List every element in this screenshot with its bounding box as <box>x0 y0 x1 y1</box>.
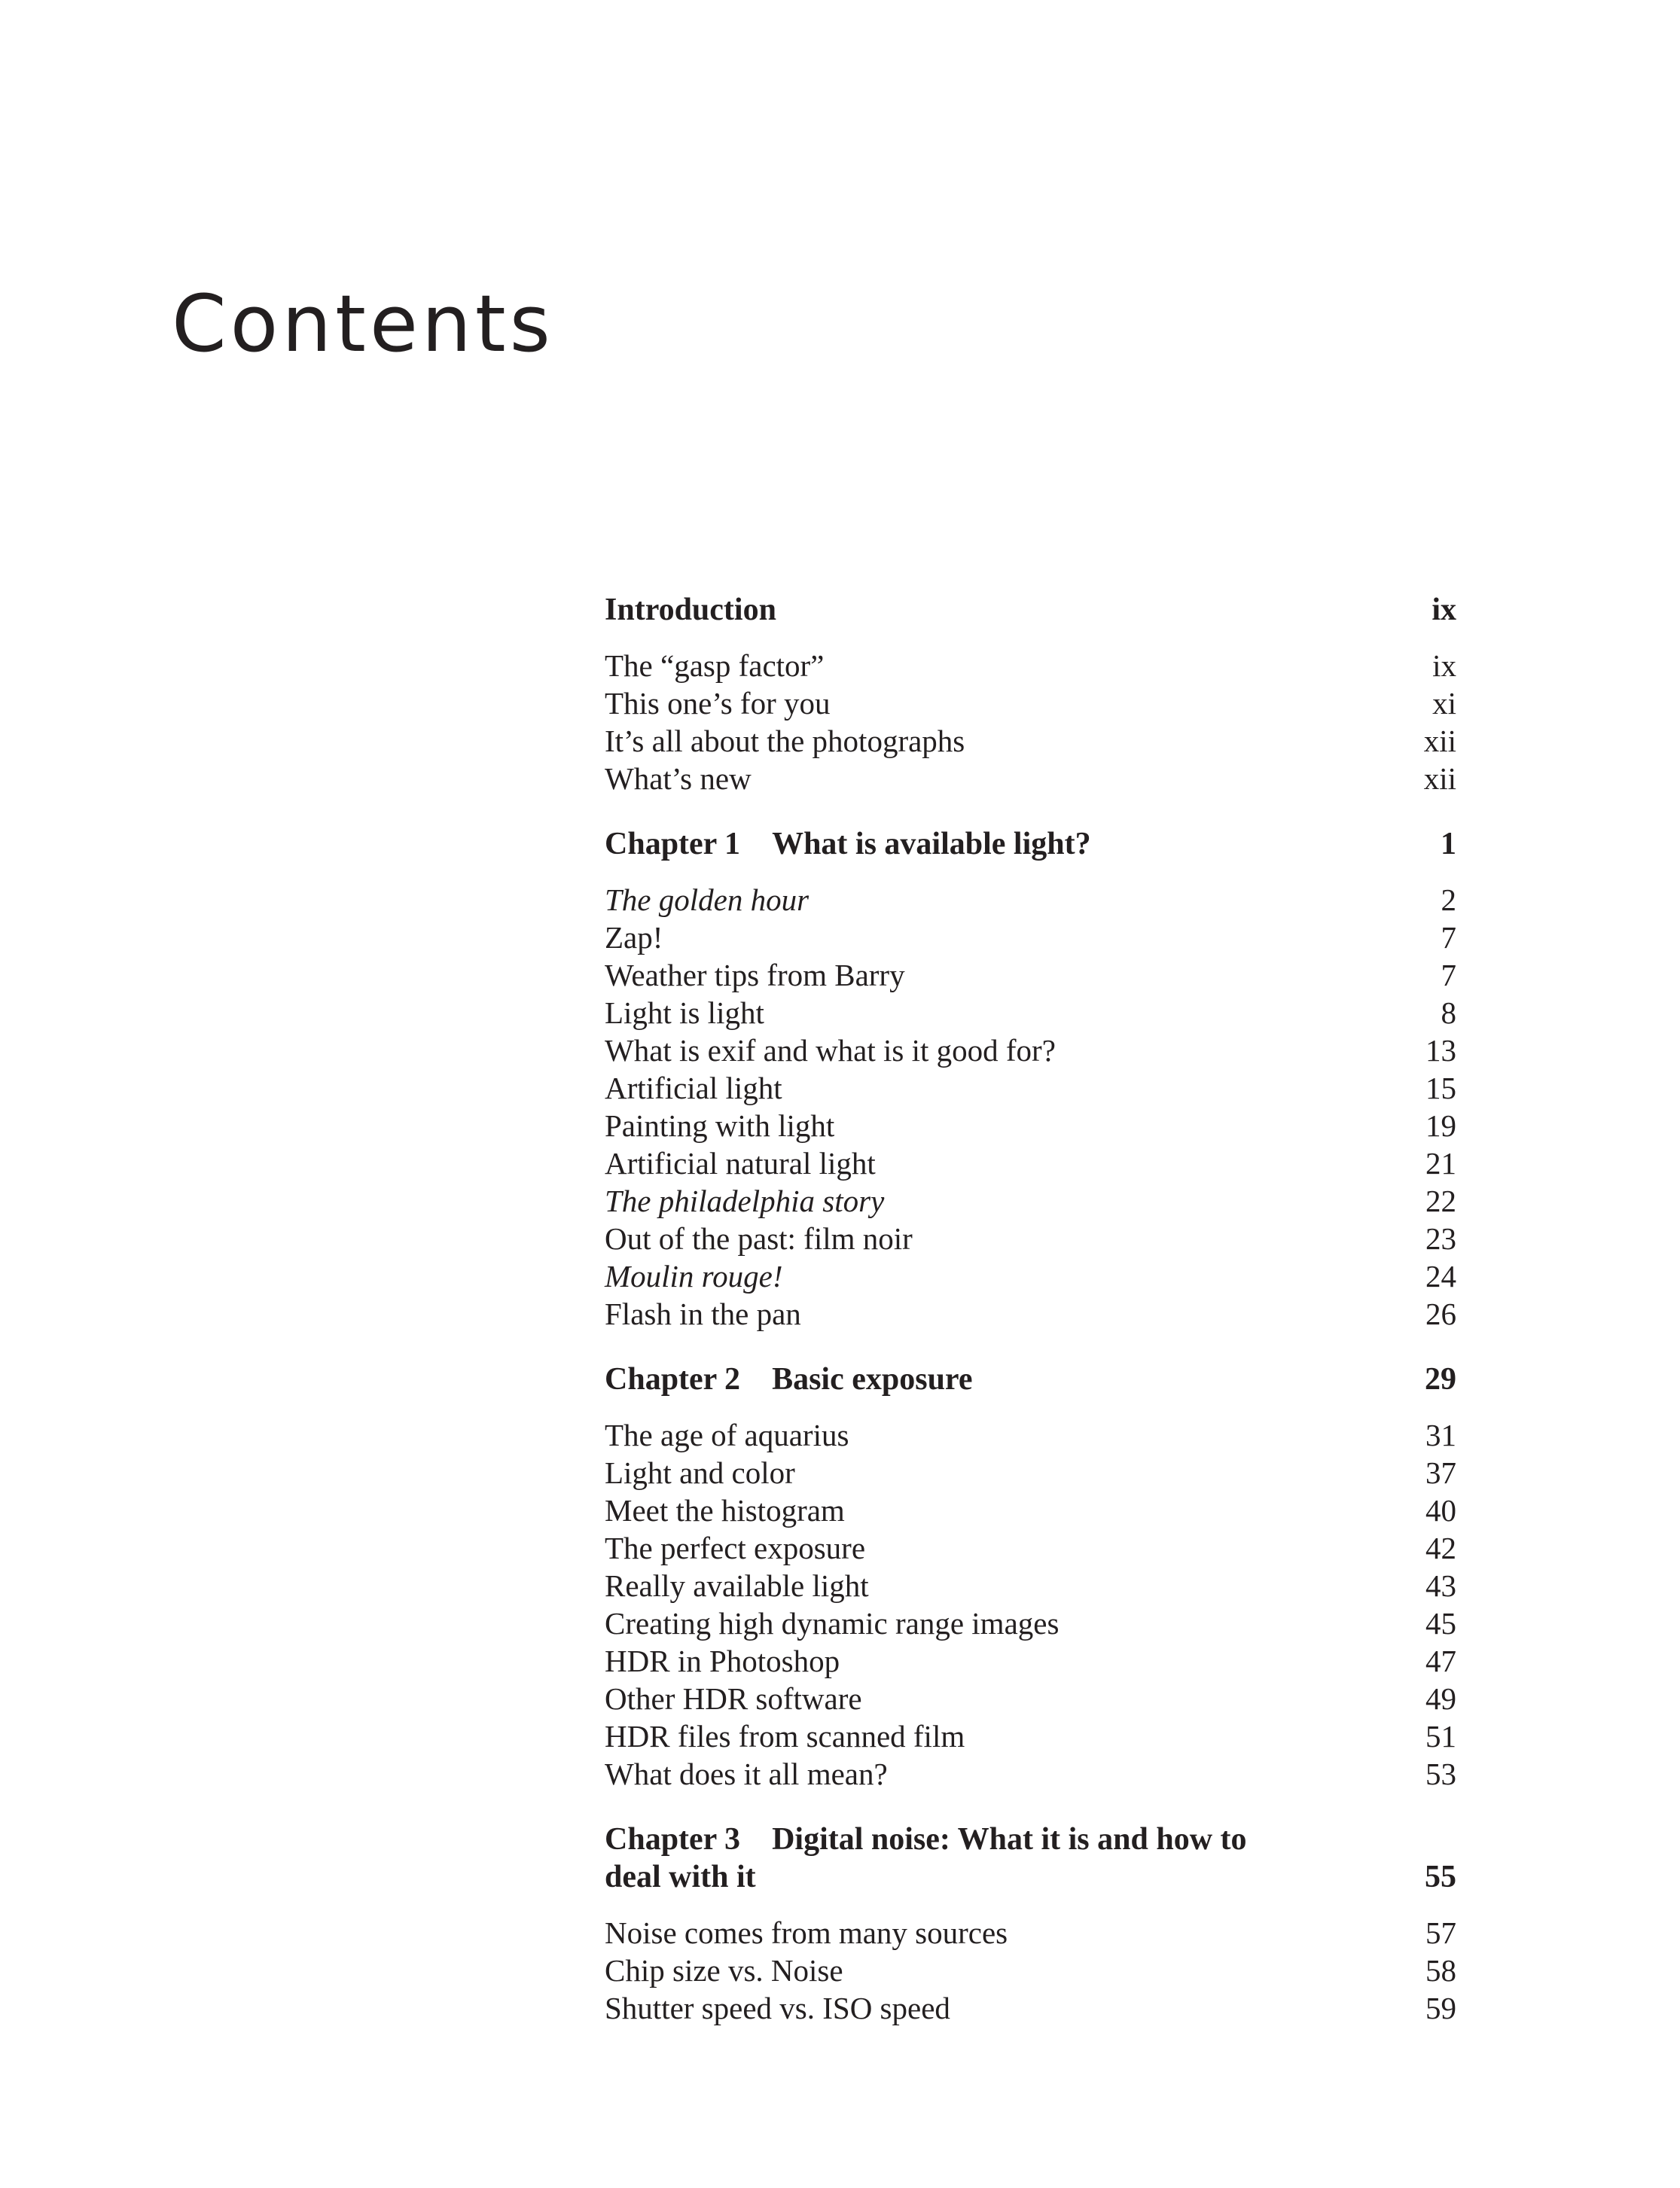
toc-entry-page: 19 <box>1425 1108 1456 1143</box>
toc-entry-page: xi <box>1432 686 1456 721</box>
toc-entry-title: The perfect exposure <box>605 1531 866 1565</box>
toc-entry <box>605 647 1456 684</box>
toc-entry <box>605 1755 1456 1793</box>
toc-entry-title: Creating high dynamic range images <box>605 1606 1060 1641</box>
toc-entry-page: 37 <box>1425 1455 1456 1490</box>
toc-entry-page: 51 <box>1425 1719 1456 1754</box>
section-chapter-1 <box>605 825 1456 1333</box>
toc-entry-page: 40 <box>1425 1493 1456 1528</box>
toc-entry-page: ix <box>1432 648 1456 683</box>
table-of-contents <box>605 591 1456 2055</box>
chapter-3-number: Chapter 3 <box>605 1822 741 1857</box>
toc-entry-title: Meet the histogram <box>605 1493 845 1528</box>
toc-entry-page: 57 <box>1425 1915 1456 1950</box>
toc-entry-page: 2 <box>1441 882 1456 917</box>
toc-entry-title: Flash in the pan <box>605 1297 801 1331</box>
toc-entry <box>605 1107 1456 1144</box>
toc-entry <box>605 919 1456 956</box>
toc-entry-page: 47 <box>1425 1644 1456 1678</box>
chapter-2-number: Chapter 2 <box>605 1362 741 1397</box>
toc-entry <box>605 1604 1456 1642</box>
chapter-2-title <box>605 1361 972 1398</box>
toc-entry-page: 7 <box>1441 958 1456 992</box>
introduction-title: Introduction <box>605 593 776 627</box>
toc-entry-title: The “gasp factor” <box>605 648 825 683</box>
toc-entry-title: Painting with light <box>605 1108 835 1143</box>
toc-entry <box>605 1032 1456 1069</box>
toc-entry <box>605 1220 1456 1257</box>
chapter-1-name: What is available light? <box>772 827 1091 861</box>
toc-entry-title: What’s new <box>605 761 752 796</box>
toc-entry-title: Artificial light <box>605 1071 782 1105</box>
toc-entry-page: xii <box>1423 761 1456 796</box>
toc-entry <box>605 760 1456 797</box>
toc-entry-title: What is exif and what is it good for? <box>605 1033 1056 1068</box>
toc-entry-title: Zap! <box>605 920 663 955</box>
introduction-heading <box>605 591 1456 629</box>
toc-entry-page: 43 <box>1425 1568 1456 1603</box>
toc-entry <box>605 1914 1456 1952</box>
toc-entry-title: The philadelphia story <box>605 1184 885 1218</box>
section-chapter-2 <box>605 1361 1456 1793</box>
toc-entry <box>605 1257 1456 1295</box>
toc-entry-page: 26 <box>1425 1297 1456 1331</box>
introduction-page: ix <box>1432 593 1456 627</box>
chapter-1-heading <box>605 825 1456 863</box>
toc-entry <box>605 956 1456 994</box>
toc-entry <box>605 994 1456 1032</box>
toc-entry-page: 21 <box>1425 1146 1456 1181</box>
toc-entry-title: HDR in Photoshop <box>605 1644 840 1678</box>
toc-entry-page: 15 <box>1425 1071 1456 1105</box>
toc-entry <box>605 1069 1456 1107</box>
chapter-2-page: 29 <box>1425 1362 1456 1397</box>
toc-entry <box>605 881 1456 919</box>
toc-entry <box>605 1529 1456 1567</box>
toc-entry-page: 45 <box>1425 1606 1456 1641</box>
toc-entry <box>605 1492 1456 1529</box>
toc-entry-title: What does it all mean? <box>605 1757 888 1791</box>
toc-entry <box>605 1567 1456 1604</box>
toc-entry-title: Light is light <box>605 995 764 1030</box>
toc-entry <box>605 1642 1456 1680</box>
toc-entry-page: 58 <box>1425 1953 1456 1988</box>
section-introduction <box>605 591 1456 797</box>
chapter-3-name-line-1: Digital noise: What it is and how to <box>772 1822 1247 1857</box>
toc-entry <box>605 722 1456 760</box>
toc-entry-title: The golden hour <box>605 882 810 917</box>
toc-entry <box>605 1295 1456 1333</box>
toc-entry <box>605 1454 1456 1492</box>
chapter-1-title <box>605 825 1091 863</box>
toc-entry-title: Weather tips from Barry <box>605 958 905 992</box>
toc-entry <box>605 1989 1456 2027</box>
toc-entry-title: Shutter speed vs. ISO speed <box>605 1991 950 2025</box>
toc-entry <box>605 1680 1456 1717</box>
toc-entry-title: Noise comes from many sources <box>605 1915 1008 1950</box>
toc-entry-title: Artificial natural light <box>605 1146 876 1181</box>
toc-entry-page: 7 <box>1441 920 1456 955</box>
toc-entry-title: Chip size vs. Noise <box>605 1953 843 1988</box>
toc-entry-page: 31 <box>1425 1418 1456 1452</box>
toc-entry <box>605 1144 1456 1182</box>
toc-entry-page: 13 <box>1425 1033 1456 1068</box>
toc-entry-page: 8 <box>1441 995 1456 1030</box>
toc-entry-page: xii <box>1423 724 1456 758</box>
chapter-2-heading <box>605 1361 1456 1398</box>
toc-entry-page: 49 <box>1425 1681 1456 1716</box>
toc-entry <box>605 1717 1456 1755</box>
toc-entry-title: Moulin rouge! <box>605 1259 783 1294</box>
chapter-3-page: 55 <box>1425 1860 1456 1894</box>
toc-entry-title: This one’s for you <box>605 686 831 721</box>
toc-entry-title: HDR files from scanned film <box>605 1719 965 1754</box>
chapter-3-title <box>605 1821 1247 1896</box>
toc-entry-page: 59 <box>1425 1991 1456 2025</box>
toc-entry-page: 23 <box>1425 1221 1456 1256</box>
toc-entry <box>605 1416 1456 1454</box>
toc-entry <box>605 1182 1456 1220</box>
toc-entry-title: Out of the past: film noir <box>605 1221 913 1256</box>
chapter-1-page: 1 <box>1441 827 1456 861</box>
section-chapter-3 <box>605 1821 1456 2027</box>
chapter-3-heading <box>605 1821 1456 1896</box>
toc-entry-page: 42 <box>1425 1531 1456 1565</box>
chapter-2-name: Basic exposure <box>772 1362 973 1397</box>
toc-entry-title: It’s all about the photographs <box>605 724 965 758</box>
toc-entry-title: Other HDR software <box>605 1681 862 1716</box>
chapter-3-name-line-2: deal with it <box>605 1860 756 1894</box>
chapter-1-number: Chapter 1 <box>605 827 741 861</box>
toc-entry-page: 53 <box>1425 1757 1456 1791</box>
toc-entry-page: 22 <box>1425 1184 1456 1218</box>
toc-entry-title: Really available light <box>605 1568 869 1603</box>
page-title: Contents <box>172 278 554 370</box>
toc-entry-page: 24 <box>1425 1259 1456 1294</box>
toc-entry <box>605 1952 1456 1989</box>
toc-entry <box>605 684 1456 722</box>
toc-entry-title: Light and color <box>605 1455 795 1490</box>
toc-entry-title: The age of aquarius <box>605 1418 849 1452</box>
